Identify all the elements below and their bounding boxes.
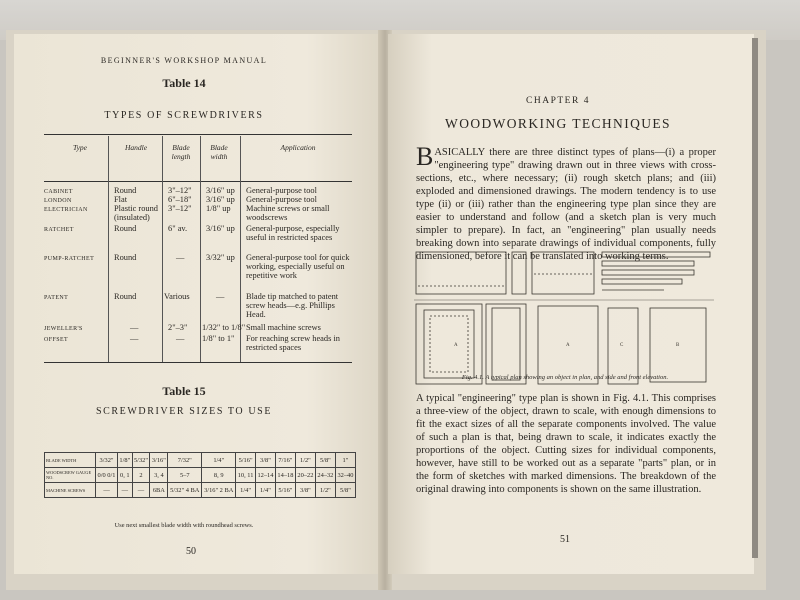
row-type: RATCHET — [44, 227, 74, 233]
row-type: CABINET — [44, 189, 73, 195]
cell: 20–22 — [295, 468, 315, 483]
row-width: — — [216, 292, 225, 301]
row-application: General-purpose tool for quick working, especially useful on repetitive work — [246, 253, 350, 280]
cover-edge — [752, 38, 758, 558]
row-type: PATENT — [44, 295, 69, 301]
table14-header — [44, 134, 352, 182]
row-type: ELECTRICIAN — [44, 207, 88, 213]
row-application: General-purpose tool — [246, 186, 317, 195]
table15-note: Use next smallest blade width with roundhead screws. — [114, 522, 254, 529]
running-head: BEGINNER'S WORKSHOP MANUAL — [100, 56, 268, 65]
drop-cap: B — [416, 142, 434, 171]
cell: 1/4" — [202, 453, 236, 468]
row-application: General-purpose, especially useful in restricted spaces — [246, 224, 340, 242]
right-page — [388, 34, 754, 574]
cell: 3/8" — [255, 453, 275, 468]
row-type: PUMP-RATCHET — [44, 256, 95, 262]
cell: — — [118, 483, 133, 498]
table14 — [44, 134, 352, 363]
table15 — [44, 452, 356, 498]
row-length: 3"–12" — [168, 186, 192, 195]
row-handle: Round — [114, 186, 137, 195]
cell: 5/32" — [132, 453, 150, 468]
row-application: Small machine screws — [246, 323, 321, 332]
row-length: Various — [164, 292, 190, 301]
header-blade-length: Blade length — [171, 143, 191, 161]
paragraph-2: A typical "engineering" type plan is shown in Fig. 4.1. This comprises a three-view of the object, drawn to scale, with enough dimensions to fit the exact sizes of all the separate components involved. The value of such a plan is that, being drawn to scale, it indicates exactly the proportions of the object. Cutting sizes for individual components, however, have still to be worked out as a separate "parts" plan, or in the form of sketches with marked dimensions. The breakdown of the original drawing into components is shown on the same illustration. — [416, 393, 716, 495]
row-application: For reaching screw heads in restricted spaces — [246, 334, 340, 352]
paragraph-1-text: ASICALLY there are three distinct types of plans—(i) a proper "engineering type" drawing drawn out in three views with cross-sections, etc., where necessary; (ii) rough sketch plans; and (iii) exploded and dimensioned drawings. The modern tendency is to use type (ii) or (iii) rather than the engineering type plan since they are easier to understand and follow (and a sketch plan is very much simpler to prepare). In fact, an "engineering" plan usually needs breaking down into separate drawings of individual components, fully dimensioned, before it can be translated into working terms. — [416, 147, 716, 262]
row-application: Machine screws or small woodscrews — [246, 204, 330, 222]
row-width: 3/16" up — [206, 224, 235, 233]
row-handle: Flat — [114, 195, 128, 204]
cell: 5/32" 4 BA — [168, 483, 202, 498]
cell: 1/2" — [295, 453, 315, 468]
figure-4-1 — [414, 250, 714, 386]
cell: 5–7 — [168, 468, 202, 483]
table14-body — [44, 182, 352, 363]
row-label: MACHINE SCREWS — [45, 483, 96, 498]
cell: 1" — [335, 453, 355, 468]
row-length: 2"–3" — [168, 323, 188, 332]
cell: 3/32" — [96, 453, 118, 468]
plan-view — [416, 252, 506, 294]
cell: 10, 11 — [236, 468, 256, 483]
table15-row-machine-screws — [45, 483, 356, 498]
row-length: — — [176, 253, 185, 262]
cell: 12–14 — [255, 468, 275, 483]
figure-caption: Fig. 4.1. A typical plan showing an object in plan, and side and front elevation. — [461, 374, 669, 381]
cell: 0, 1 — [118, 468, 133, 483]
row-handle: — — [130, 323, 139, 332]
row-handle: Round — [114, 253, 137, 262]
paragraph-1 — [416, 142, 716, 263]
cell: 5/8" — [315, 453, 335, 468]
row-handle: Plastic round (insulated) — [114, 204, 158, 222]
svg-text:B: B — [676, 343, 680, 348]
column-rule — [162, 136, 163, 362]
cell: 3/16" 2 BA — [202, 483, 236, 498]
cell: 3, 4 — [150, 468, 168, 483]
row-length: 3"–12" — [168, 204, 192, 213]
table14-subtitle: TYPES OF SCREWDRIVERS — [104, 110, 264, 121]
row-application: General-purpose tool — [246, 195, 317, 204]
chapter-title: WOODWORKING TECHNIQUES — [445, 116, 671, 131]
cell: 8, 9 — [202, 468, 236, 483]
chapter-label: CHAPTER 4 — [526, 96, 590, 106]
cell: 5/8" — [335, 483, 355, 498]
row-width: 3/16" up — [206, 195, 235, 204]
cell: 1/4" — [255, 483, 275, 498]
cell: 0/0 0/1 — [96, 468, 118, 483]
table15-row-blade-width — [45, 453, 356, 468]
row-application: Blade tip matched to patent screw heads—e.g. Phillips Head. — [246, 292, 339, 319]
cell: — — [132, 483, 150, 498]
row-type: OFFSET — [44, 337, 69, 343]
cell: 5/16" — [275, 483, 295, 498]
cell: 7/16" — [275, 453, 295, 468]
table15-title: Table 15 — [162, 384, 206, 398]
header-blade-width: Blade width — [210, 143, 228, 161]
column-rule — [108, 136, 109, 362]
cell: 5/16" — [236, 453, 256, 468]
cell: 1/4" — [236, 483, 256, 498]
header-handle: Handle — [124, 143, 148, 152]
row-type: JEWELLER'S — [44, 326, 83, 332]
row-width: 1/32" to 1/8" — [202, 323, 246, 332]
row-width: 3/16" up — [206, 186, 235, 195]
table14-title: Table 14 — [162, 76, 206, 90]
cell: 2 — [132, 468, 150, 483]
svg-text:A: A — [566, 343, 570, 348]
table15-row-woodscrew-gauge — [45, 468, 356, 483]
row-width: 1/8" to 1" — [202, 334, 235, 343]
cell: 24–32 — [315, 468, 335, 483]
row-length: — — [176, 334, 185, 343]
cell: 3/16" — [150, 453, 168, 468]
header-application: Application — [280, 143, 316, 152]
cell: 7/32" — [168, 453, 202, 468]
left-page — [14, 34, 380, 574]
page-number-right: 51 — [560, 534, 570, 545]
row-type: LONDON — [44, 198, 72, 204]
row-label: BLADE WIDTH — [45, 453, 96, 468]
row-handle: Round — [114, 292, 137, 301]
cell: 1/8" — [118, 453, 133, 468]
cell: 1/2" — [315, 483, 335, 498]
cell: 3/8" — [295, 483, 315, 498]
cell: 14–18 — [275, 468, 295, 483]
row-width: 3/32" up — [206, 253, 235, 262]
row-label: WOODSCREW GAUGE NO. — [45, 468, 96, 483]
header-type: Type — [72, 143, 88, 152]
cell: 32–40 — [335, 468, 355, 483]
row-handle: Round — [114, 224, 137, 233]
row-length: 6" av. — [168, 224, 188, 233]
svg-text:C: C — [620, 343, 624, 348]
page-number-left: 50 — [186, 546, 196, 557]
svg-text:A: A — [454, 343, 458, 348]
cell: — — [96, 483, 118, 498]
row-width: 1/8" up — [206, 204, 231, 213]
column-rule — [200, 136, 201, 362]
table15-subtitle: SCREWDRIVER SIZES TO USE — [95, 406, 273, 417]
row-length: 6"–18" — [168, 195, 192, 204]
row-handle: — — [130, 334, 139, 343]
cell: 6BA — [150, 483, 168, 498]
